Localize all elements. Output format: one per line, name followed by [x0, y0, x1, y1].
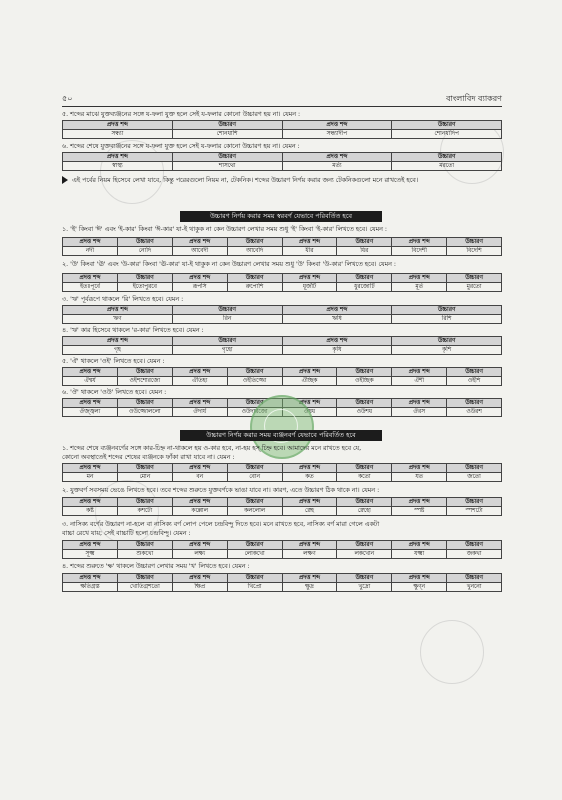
- table-cell: স্নেহ: [282, 507, 337, 516]
- table-cell: স্পশটো: [447, 507, 502, 516]
- table-header-cell: উচ্চারণ: [337, 368, 392, 377]
- table-cell: ওউজ্জোললো: [117, 408, 172, 417]
- table-cell: মুরতো: [447, 283, 502, 292]
- table-cell: শোনধাদিপ: [392, 130, 502, 139]
- table-cell: যত: [392, 473, 447, 482]
- rule-text: ৫. 'ঐ' থাকলে 'ওই' লিখতে হবে। যেমন :: [62, 358, 165, 365]
- example-table: [62, 273, 502, 292]
- table-header-cell: প্রদত্ত শব্দ: [63, 464, 118, 473]
- table-header-cell: প্রদত্ত শব্দ: [282, 274, 337, 283]
- table-header-cell: উচ্চারণ: [337, 574, 392, 583]
- table-header-cell: প্রদত্ত শব্দ: [392, 464, 447, 473]
- example-table: [62, 463, 502, 482]
- table-cell: কললোল: [227, 507, 282, 516]
- table-cell: ঐচ্ছিক: [282, 377, 337, 386]
- note-text: এই পর্বের নিয়ম হিসেবে লেখা যাবে, কিন্তু পরেরগুলো নিয়ম না, টেকনিক। শব্দের উচ্চারণ নির্ণয় করার জন্য টেকনিকগুলো মনে রাখতেই হবে।: [72, 177, 419, 184]
- table-cell: ক্ষতিগ্রস্ত: [63, 583, 118, 592]
- table-header-cell: প্রদত্ত শব্দ: [282, 498, 337, 507]
- example-table: [62, 497, 502, 516]
- table-header-cell: উচ্চারণ: [117, 574, 172, 583]
- table-header-cell: প্রদত্ত শব্দ: [63, 121, 173, 130]
- table-header-cell: উচ্চারণ: [447, 238, 502, 247]
- table-cell: বিদেশি: [447, 247, 502, 256]
- rule-text: ৬. শব্দের শেষে যুক্তব্যঞ্জনের সঙ্গে য-ফলা যুক্ত হলে সেই য-ফলার কোনো উচ্চারণ হয় না। যেমন :: [62, 143, 300, 150]
- table-cell: রিশি: [392, 315, 502, 324]
- table-cell: ক্ষিপ্র: [172, 583, 227, 592]
- example-table: [62, 237, 502, 256]
- table-header-cell: উচ্চারণ: [172, 337, 282, 346]
- table-cell: কৃষি: [282, 346, 392, 355]
- table-cell: মরতো: [392, 162, 502, 171]
- table-header-cell: উচ্চারণ: [447, 399, 502, 408]
- table-header-cell: উচ্চারণ: [227, 368, 282, 377]
- table-cell: যক্ষ্মা: [392, 550, 447, 559]
- table-cell: গৃহো: [172, 346, 282, 355]
- note-line: [62, 176, 502, 196]
- table-cell: লকখোন: [337, 550, 392, 559]
- table-header-cell: উচ্চারণ: [117, 541, 172, 550]
- rule-text: ৩. 'ঋ' পূর্বরূপে থাকলে 'রি' লিখতে হবে। যেমন :: [62, 296, 184, 303]
- table-header-cell: প্রদত্ত শব্দ: [63, 541, 118, 550]
- table-header-cell: উচ্চারণ: [227, 238, 282, 247]
- rule-text: ৬. 'ঔ' থাকলে 'ওউ' লিখতে হবে। যেমন :: [62, 389, 167, 396]
- table-header-cell: প্রদত্ত শব্দ: [392, 238, 447, 247]
- book-title: বাংলাবিদ ব্যাকরণ: [446, 94, 502, 103]
- rule-text: ৩. নাসিক্য বর্ণের উচ্চারণ না-হলে বা নাসিক্য বর্ণ লোপ পেলে চন্দ্রবিন্দু দিতে হবে। মনে রাখতে হবে, নাসিক্য বর্ণ মারা গেলে একটা: [62, 521, 380, 528]
- table-cell: নোদি: [117, 247, 172, 256]
- table-header-cell: প্রদত্ত শব্দ: [392, 498, 447, 507]
- table-cell: রূপসি: [172, 283, 227, 292]
- table-header-cell: উচ্চারণ: [392, 306, 502, 315]
- page-number: ৫০: [62, 94, 73, 103]
- table-cell: আবেদি: [227, 247, 282, 256]
- table-header-cell: প্রদত্ত শব্দ: [282, 153, 392, 162]
- table-header-cell: উচ্চারণ: [337, 464, 392, 473]
- table-cell: ওইশশোরজো: [117, 377, 172, 386]
- rule-text: ১. 'ই' কিংবা 'ঈ' এবং 'ই-কার' কিংবা 'ঈ-কার' যা-ই থাকুক না কেন উচ্চারণ লেখার সময় শুধু 'ই' কিংবা 'ই-কার' লিখতে হবে। যেমন :: [62, 226, 387, 233]
- section-title: উচ্চারণ নির্ণয় করার সময় ব্যঞ্জনবর্ণ যেভাবে পরিবর্তিত হবে: [180, 430, 382, 441]
- table-cell: সন্ধ্যা: [63, 130, 173, 139]
- table-cell: শুকখো: [117, 550, 172, 559]
- table-cell: কশটো: [117, 507, 172, 516]
- table-cell: খুদ্রো: [337, 583, 392, 592]
- table-cell: লোকখো: [227, 550, 282, 559]
- table-header-cell: উচ্চারণ: [392, 121, 502, 130]
- table-cell: মর্ত্য: [282, 162, 392, 171]
- table-cell: ঐতিহ্য: [172, 377, 227, 386]
- table-header-cell: উচ্চারণ: [447, 498, 502, 507]
- table-header-cell: উচ্চারণ: [227, 498, 282, 507]
- table-cell: বিদেশী: [392, 247, 447, 256]
- table-cell: বোন: [227, 473, 282, 482]
- table-cell: আবেদী: [172, 247, 227, 256]
- table-header-cell: উচ্চারণ: [392, 337, 502, 346]
- rule-text: ১. শব্দের শেষে ব্যঞ্জনবর্ণের সঙ্গে কার-চিহ্ন না-থাকলে হয় ও-কার হবে, না-হয় হস্ চিহ্ন হবে। আমাদের মনে রাখতে হবে যে,: [62, 445, 362, 452]
- table-header-cell: প্রদত্ত শব্দ: [282, 121, 392, 130]
- table-cell: খিপ্রো: [227, 583, 282, 592]
- table-header-cell: উচ্চারণ: [172, 153, 282, 162]
- table-cell: শাসথো: [172, 162, 282, 171]
- table-cell: খুননো: [447, 583, 502, 592]
- section-title: উচ্চারণ নির্ণয় করার সময় স্বরবর্ণ যেভাবে পরিবর্তিত হবে: [180, 211, 382, 222]
- table-cell: লক্ষণ: [282, 550, 337, 559]
- table-header-cell: প্রদত্ত শব্দ: [392, 274, 447, 283]
- example-table: [62, 305, 502, 324]
- table-cell: সন্ধ্যাদীপ: [282, 130, 392, 139]
- table-header-cell: প্রদত্ত শব্দ: [282, 541, 337, 550]
- table-header-cell: প্রদত্ত শব্দ: [392, 541, 447, 550]
- table-cell: ওইশি: [447, 377, 502, 386]
- table-cell: স্পষ্ট: [392, 507, 447, 516]
- table-header-cell: উচ্চারণ: [227, 274, 282, 283]
- table-cell: ওউদারজো: [227, 408, 282, 417]
- example-table: [62, 120, 502, 139]
- table-header-cell: প্রদত্ত শব্দ: [282, 399, 337, 408]
- table-cell: ওইতিজ্জো: [227, 377, 282, 386]
- table-cell: ঐশী: [392, 377, 447, 386]
- table-cell: ইতোপুরবে: [117, 283, 172, 292]
- table-cell: মন: [63, 473, 118, 482]
- table-header-cell: প্রদত্ত শব্দ: [172, 498, 227, 507]
- table-header-cell: প্রদত্ত শব্দ: [172, 541, 227, 550]
- table-header-cell: উচ্চারণ: [117, 238, 172, 247]
- example-table: [62, 336, 502, 355]
- table-cell: বন: [172, 473, 227, 482]
- table-cell: ধূর্জটি: [282, 283, 337, 292]
- table-header-cell: প্রদত্ত শব্দ: [63, 153, 173, 162]
- table-header-cell: প্রদত্ত শব্দ: [63, 306, 173, 315]
- table-cell: মূর্ত: [392, 283, 447, 292]
- table-header-cell: উচ্চারণ: [337, 238, 392, 247]
- table-cell: ঔরস: [392, 408, 447, 417]
- table-cell: কল্লোল: [172, 507, 227, 516]
- table-cell: ইতঃপূর্বে: [63, 283, 118, 292]
- table-header-cell: প্রদত্ত শব্দ: [63, 399, 118, 408]
- table-header-cell: প্রদত্ত শব্দ: [282, 368, 337, 377]
- table-header-cell: প্রদত্ত শব্দ: [63, 574, 118, 583]
- table-header-cell: উচ্চারণ: [117, 399, 172, 408]
- table-cell: নদী: [63, 247, 118, 256]
- rule-text: ৪. 'ঋ' কার হিসেবে থাকলে 'র-কার' লিখতে হবে। যেমন :: [62, 327, 204, 334]
- table-cell: জতো: [447, 473, 502, 482]
- example-table: [62, 540, 502, 559]
- rule-text: ৪. শব্দের শুরুতে 'ক্ষ' থাকলে উচ্চারণ লেখার সময় 'খ' লিখতে হবে। যেমন :: [62, 563, 250, 570]
- table-header-cell: প্রদত্ত শব্দ: [172, 399, 227, 408]
- table-cell: ক্ষুণ্ন: [392, 583, 447, 592]
- table-cell: ওউরশ: [447, 408, 502, 417]
- table-header-cell: প্রদত্ত শব্দ: [172, 238, 227, 247]
- table-header-cell: প্রদত্ত শব্দ: [282, 238, 337, 247]
- table-header-cell: উচ্চারণ: [117, 368, 172, 377]
- table-cell: ওউশধ: [337, 408, 392, 417]
- table-cell: কত: [282, 473, 337, 482]
- table-cell: সূক্ষ্ম: [63, 550, 118, 559]
- rule-text: ২. যুক্তবর্ণ সবসময় ভেঙে লিখতে হবে। তবে শব্দের শুরুতে যুক্তবর্ণকে ভাঙা যাবে না। কারণ, এতে উচ্চারণ ঠিক থাকে না। যেমন :: [62, 487, 380, 494]
- table-header-cell: উচ্চারণ: [172, 306, 282, 315]
- rule-text: কোনো অবস্থাতেই শব্দের শেষের ব্যঞ্জনকে ফাঁকা রাখা যাবে না। যেমন :: [62, 454, 235, 461]
- table-cell: জকখা: [447, 550, 502, 559]
- example-table: [62, 573, 502, 592]
- table-cell: ঋণ: [63, 315, 173, 324]
- table-cell: ঔষধ: [282, 408, 337, 417]
- table-cell: স্নেহো: [337, 507, 392, 516]
- table-header-cell: প্রদত্ত শব্দ: [172, 464, 227, 473]
- arrow-icon: [62, 176, 68, 184]
- table-cell: স্বাস্থ্য: [63, 162, 173, 171]
- rule-text: ৫. শব্দের মাঝে যুক্তব্যঞ্জনের সঙ্গে য-ফলা যুক্ত হলে সেই য-ফলার কোনো উচ্চারণ হয় না। যেমন :: [62, 111, 301, 118]
- table-header-cell: প্রদত্ত শব্দ: [63, 498, 118, 507]
- table-cell: মোন: [117, 473, 172, 482]
- table-header-cell: প্রদত্ত শব্দ: [63, 238, 118, 247]
- watermark-stamp: [420, 620, 484, 684]
- example-table: [62, 152, 502, 171]
- table-header-cell: উচ্চারণ: [337, 498, 392, 507]
- table-header-cell: উচ্চারণ: [227, 464, 282, 473]
- table-header-cell: উচ্চারণ: [447, 464, 502, 473]
- table-header-cell: উচ্চারণ: [447, 274, 502, 283]
- table-header-cell: প্রদত্ত শব্দ: [282, 306, 392, 315]
- page-header: [62, 92, 502, 107]
- table-header-cell: উচ্চারণ: [337, 541, 392, 550]
- table-cell: ক্ষুদ্র: [282, 583, 337, 592]
- table-header-cell: উচ্চারণ: [227, 574, 282, 583]
- table-header-cell: প্রদত্ত শব্দ: [172, 368, 227, 377]
- table-header-cell: প্রদত্ত শব্দ: [392, 399, 447, 408]
- table-header-cell: উচ্চারণ: [117, 464, 172, 473]
- table-header-cell: উচ্চারণ: [447, 368, 502, 377]
- table-header-cell: উচ্চারণ: [392, 153, 502, 162]
- table-cell: ঋষি: [282, 315, 392, 324]
- table-cell: শোনধাশি: [172, 130, 282, 139]
- table-header-cell: প্রদত্ত শব্দ: [63, 337, 173, 346]
- table-cell: ধুরজোটি: [337, 283, 392, 292]
- table-header-cell: উচ্চারণ: [172, 121, 282, 130]
- table-cell: কষ্ট: [63, 507, 118, 516]
- table-cell: রিন: [172, 315, 282, 324]
- table-header-cell: প্রদত্ত শব্দ: [63, 274, 118, 283]
- rule-text: ২. 'উ' কিংবা 'ঊ' এবং 'উ-কার' কিংবা 'ঊ-কার' যা-ই থাকুক না কেন উচ্চারণ লেখার সময় শুধু 'উ' কিংবা 'উ-কার' লিখতে হবে। যেমন :: [62, 261, 396, 268]
- table-cell: ঐশ্বর্য: [63, 377, 118, 386]
- table-cell: কৃশি: [392, 346, 502, 355]
- example-table: [62, 367, 502, 386]
- table-cell: লক্ষ্য: [172, 550, 227, 559]
- table-cell: ধির: [337, 247, 392, 256]
- table-header-cell: প্রদত্ত শব্দ: [172, 274, 227, 283]
- table-header-cell: প্রদত্ত শব্দ: [282, 464, 337, 473]
- table-header-cell: উচ্চারণ: [337, 274, 392, 283]
- table-header-cell: প্রদত্ত শব্দ: [172, 574, 227, 583]
- table-header-cell: প্রদত্ত শব্দ: [392, 574, 447, 583]
- table-header-cell: উচ্চারণ: [227, 399, 282, 408]
- table-cell: গৃহ: [63, 346, 173, 355]
- table-header-cell: উচ্চারণ: [337, 399, 392, 408]
- table-cell: খোতিগ্রশতো: [117, 583, 172, 592]
- table-header-cell: প্রদত্ত শব্দ: [63, 368, 118, 377]
- table-header-cell: উচ্চারণ: [227, 541, 282, 550]
- table-header-cell: উচ্চারণ: [447, 541, 502, 550]
- table-header-cell: প্রদত্ত শব্দ: [282, 337, 392, 346]
- table-cell: ওইচ্ছিক: [337, 377, 392, 386]
- table-cell: ঔজ্জ্বল্য: [63, 408, 118, 417]
- table-header-cell: প্রদত্ত শব্দ: [392, 368, 447, 377]
- table-header-cell: উচ্চারণ: [447, 574, 502, 583]
- table-cell: ধীর: [282, 247, 337, 256]
- table-header-cell: উচ্চারণ: [117, 498, 172, 507]
- rule-text: বাচ্চা রেখে যায়; সেই বাচ্চাটি হলো চন্দ্রবিন্দু। যেমন :: [62, 530, 191, 537]
- table-cell: রুপোশি: [227, 283, 282, 292]
- table-cell: কতো: [337, 473, 392, 482]
- table-header-cell: প্রদত্ত শব্দ: [282, 574, 337, 583]
- table-cell: ঔদার্য: [172, 408, 227, 417]
- table-header-cell: উচ্চারণ: [117, 274, 172, 283]
